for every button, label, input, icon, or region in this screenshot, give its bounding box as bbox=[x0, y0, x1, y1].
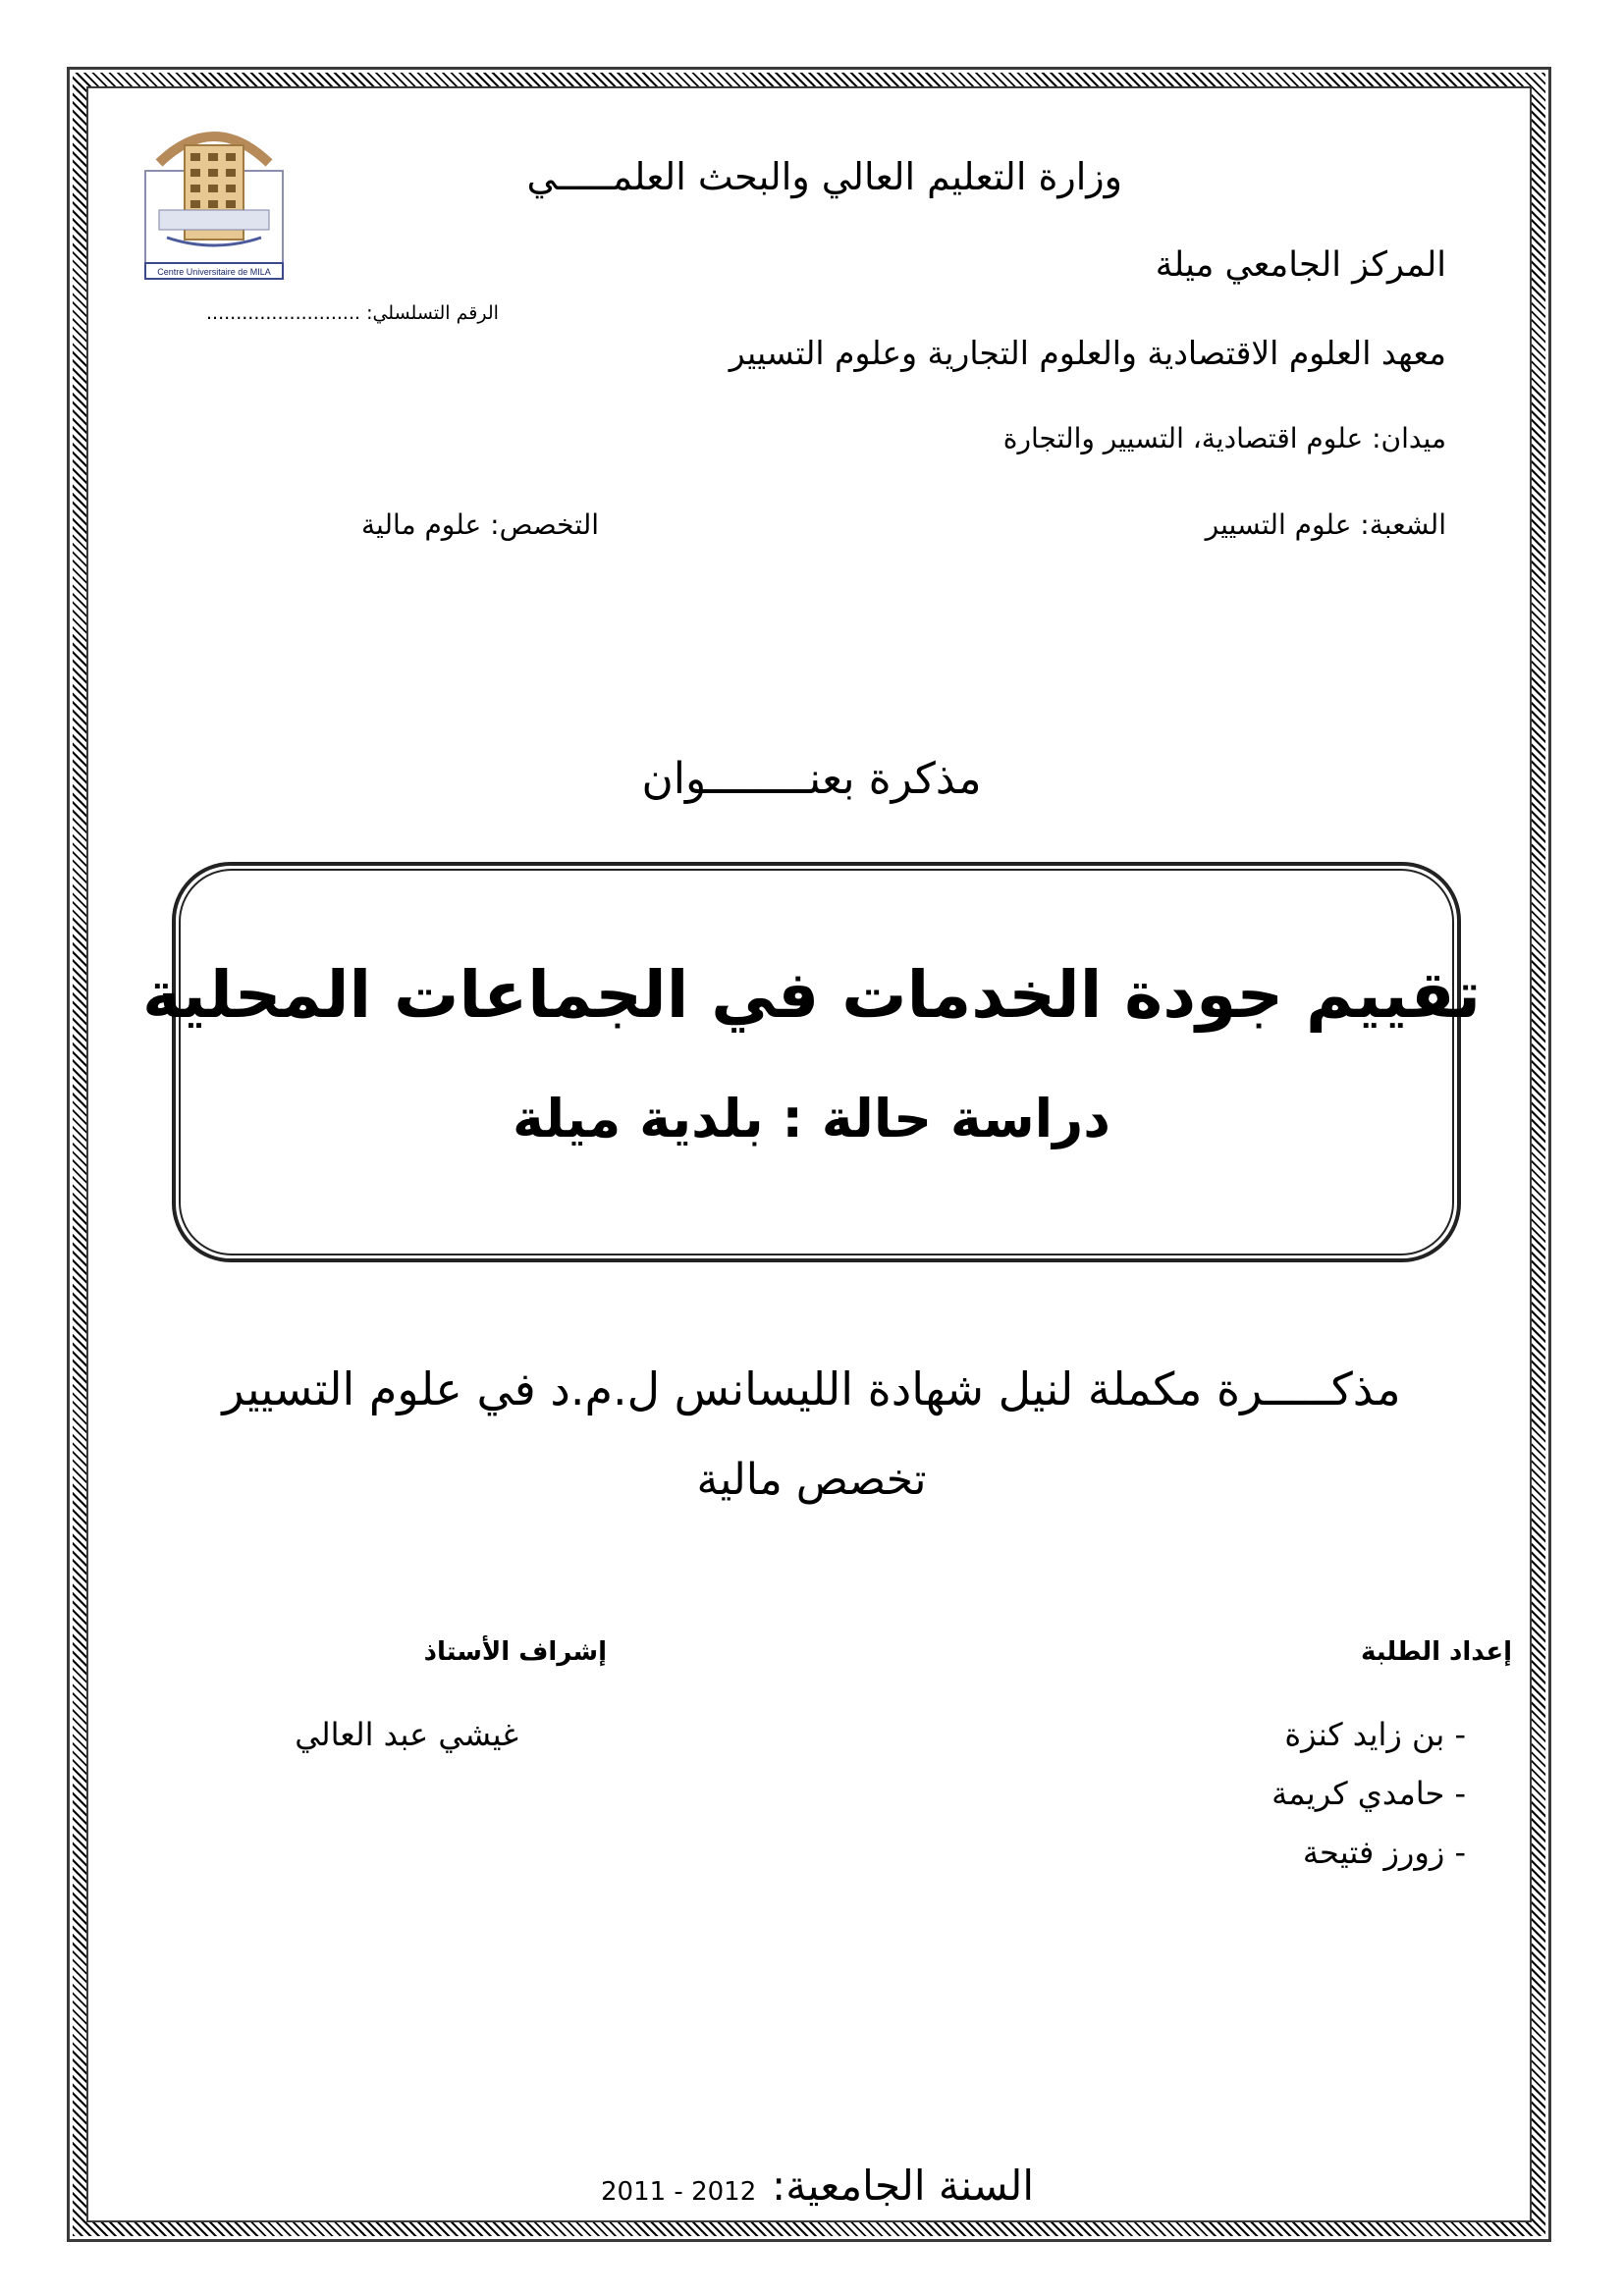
academic-year-label: السنة الجامعية: bbox=[772, 2162, 1034, 2210]
student-name: - بن زايد كنزة bbox=[1284, 1716, 1466, 1753]
institute-name: معهد العلوم الاقتصادية والعلوم التجارية وعلوم التسيير bbox=[729, 334, 1446, 372]
ministry-name: وزارة التعليم العالي والبحث العلمـــــي bbox=[526, 155, 1122, 198]
branch: الشعبة: علوم التسيير bbox=[1205, 508, 1446, 541]
university-center: المركز الجامعي ميلة bbox=[1155, 245, 1446, 285]
serial-number: الرقم التسلسلي: .......................... bbox=[206, 302, 499, 324]
academic-year: 2011 - 2012 bbox=[601, 2177, 757, 2207]
svg-text:Centre Universitaire de MILA: Centre Universitaire de MILA bbox=[157, 267, 271, 277]
university-logo bbox=[137, 116, 291, 281]
student-name: - زورز فتيحة bbox=[1302, 1834, 1466, 1871]
degree-statement: مذكـــــرة مكملة لنيل شهادة الليسانس ل.م.د في علوم التسيير bbox=[222, 1362, 1401, 1415]
supervisor-name: غيشي عبد العالي bbox=[295, 1716, 518, 1753]
field-of-study: ميدان: علوم اقتصادية، التسيير والتجارة bbox=[1002, 422, 1446, 454]
title-box-inner-border bbox=[179, 869, 1454, 1255]
specialization-statement: تخصص مالية bbox=[696, 1455, 927, 1505]
specialization: التخصص: علوم مالية bbox=[361, 508, 599, 541]
supervisor-heading: إشراف الأستاذ bbox=[423, 1637, 607, 1667]
thesis-title: تقييم جودة الخدمات في الجماعات المحلية bbox=[142, 957, 1481, 1033]
students-heading: إعداد الطلبة bbox=[1361, 1637, 1512, 1667]
student-name: - حامدي كريمة bbox=[1271, 1775, 1466, 1812]
thesis-subtitle: دراسة حالة : بلدية ميلة bbox=[513, 1088, 1110, 1149]
memo-title-label: مذكرة بعنــــــــوان bbox=[641, 754, 982, 804]
